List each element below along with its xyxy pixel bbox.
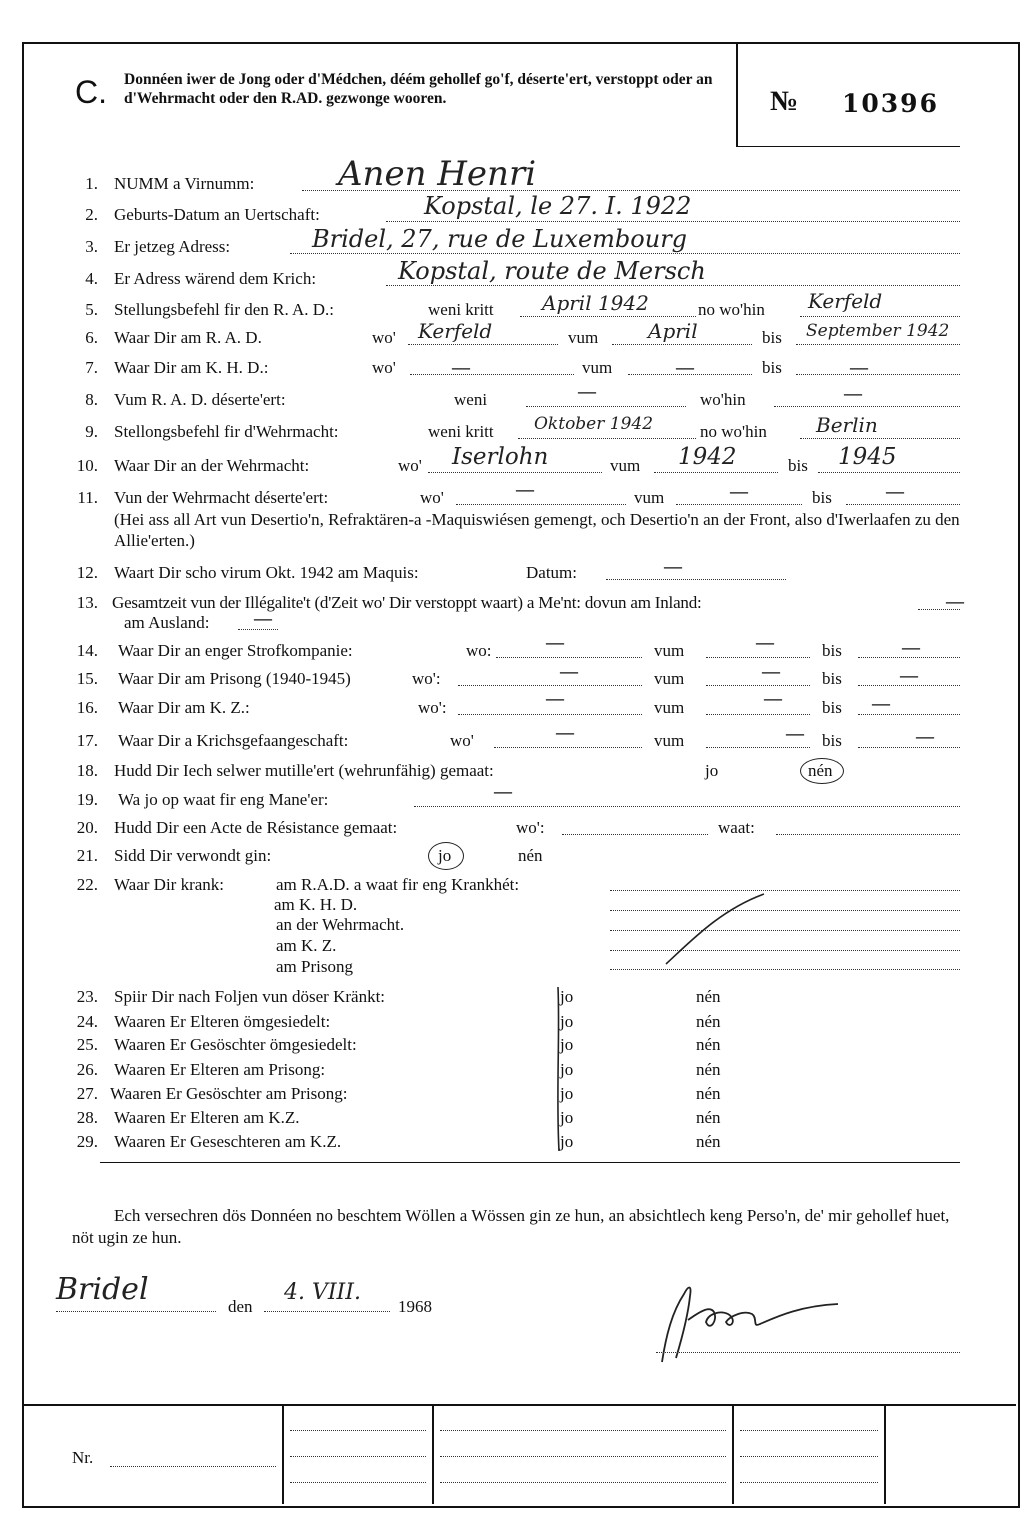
illegality-label: Gesamtzeit vun der Illégalite't (d'Zeit wo' Dir verstoppt waart) a Me'nt: dovun am Inland: xyxy=(112,593,702,612)
rad-desert-place-line[interactable] xyxy=(774,406,960,407)
item-number: 21. xyxy=(76,846,98,865)
address-label: Er jetzeg Adress: xyxy=(114,237,231,256)
maquis-date: — xyxy=(664,556,682,576)
penal-to-line[interactable] xyxy=(858,657,960,658)
address-value: Bridel, 27, rue de Luxembourg xyxy=(312,225,688,253)
khd-label: Waar Dir am K. H. D.: xyxy=(114,358,269,377)
bis-label: bis xyxy=(822,731,842,750)
penal-to: — xyxy=(902,637,920,657)
vum-label: vum xyxy=(654,698,685,717)
number-symbol: № xyxy=(770,86,799,117)
wehrmacht-desert-label: Vun der Wehrmacht déserte'ert: xyxy=(114,488,329,507)
pow-place: — xyxy=(556,722,574,742)
rad-order-label: Stellungsbefehl fir den R. A. D.: xyxy=(114,300,335,319)
wehrmacht-desert-from: — xyxy=(730,481,748,501)
item-number: 15. xyxy=(76,669,98,688)
signature-line[interactable] xyxy=(656,1352,960,1353)
manner-value: — xyxy=(494,781,512,801)
option-jo[interactable]: jo xyxy=(438,846,452,865)
header-divider xyxy=(736,42,738,146)
footer-line[interactable] xyxy=(740,1482,878,1483)
header-underline xyxy=(736,146,960,147)
option-jo[interactable]: jo xyxy=(560,1060,574,1079)
item-number: 9. xyxy=(85,422,98,441)
prison-to: — xyxy=(900,665,918,685)
footer-line[interactable] xyxy=(740,1430,878,1431)
signature-year: 1968 xyxy=(398,1297,432,1316)
item-number: 29. xyxy=(76,1132,98,1151)
illness-sub-prison: am Prisong xyxy=(276,957,353,976)
item-number: 8. xyxy=(85,390,98,409)
ausland-value: — xyxy=(254,608,272,628)
item-number: 22. xyxy=(76,875,98,894)
form-title: Donnéen iwer de Jong oder d'Médchen, déém gehollef go'f, déserte'ert, verstoppt oder an d'Wehrmacht oder den R.AD. gezwonge wooren. xyxy=(124,71,713,107)
khd-from: — xyxy=(676,357,694,377)
item-number: 19. xyxy=(76,790,98,809)
vum-label: vum xyxy=(654,641,685,660)
rad-order-date-line[interactable] xyxy=(520,316,696,317)
name-label: NUMM a Virnumm: xyxy=(114,174,255,193)
wo-label: wo' xyxy=(398,456,422,475)
wehrmacht-desert-place: — xyxy=(516,479,534,499)
option-nen[interactable]: nén xyxy=(808,761,833,780)
wo-label: wo' xyxy=(420,488,444,507)
wo-label: wo' xyxy=(372,358,396,377)
rad-from: April xyxy=(648,319,698,343)
footer-top-border xyxy=(22,1404,1016,1406)
selection-circle xyxy=(428,842,464,870)
pow-place-line[interactable] xyxy=(494,747,642,748)
birth-label: Geburts-Datum an Uertschaft: xyxy=(114,205,320,224)
wehrmacht-from-line[interactable] xyxy=(654,472,778,473)
rad-place-line[interactable] xyxy=(408,344,558,345)
item-number: 16. xyxy=(76,698,98,717)
rad-order-place: Kerfeld xyxy=(808,289,883,313)
option-nen[interactable]: nén xyxy=(696,1035,721,1054)
wehrmacht-to-line[interactable] xyxy=(818,472,960,473)
rad-order-place-line[interactable] xyxy=(800,316,960,317)
rad-from-line[interactable] xyxy=(612,344,752,345)
khd-to-line[interactable] xyxy=(796,374,960,375)
section-letter: C. xyxy=(75,74,107,110)
prison-from: — xyxy=(762,661,780,681)
self-mutilation-label: Hudd Dir Iech selwer mutille'ert (wehrunfähig) gemaat: xyxy=(114,761,494,780)
selection-circle xyxy=(800,758,844,784)
bis-label: bis xyxy=(762,328,782,347)
illness-sub-khd: am K. H. D. xyxy=(274,895,358,914)
illness-sub-kz: am K. Z. xyxy=(276,936,337,955)
item-number: 11. xyxy=(77,488,98,507)
kz-place: — xyxy=(546,688,564,708)
rad-order-date: April 1942 xyxy=(542,291,649,315)
kz-place-line[interactable] xyxy=(458,714,642,715)
rad-to: September 1942 xyxy=(806,321,950,341)
item-number: 3. xyxy=(85,237,98,256)
signature-place: Bridel xyxy=(56,1272,149,1307)
item-number: 12. xyxy=(76,563,98,582)
prison-place-line[interactable] xyxy=(458,685,642,686)
nr-label: Nr. xyxy=(72,1448,94,1467)
wehrmacht-place: Iserlohn xyxy=(452,444,549,470)
address-field-line[interactable] xyxy=(290,253,960,254)
vum-label: vum xyxy=(634,488,665,507)
item-number: 20. xyxy=(76,818,98,837)
pow-from-line[interactable] xyxy=(706,747,810,748)
maquis-date-line[interactable] xyxy=(606,579,786,580)
bis-label: bis xyxy=(822,641,842,660)
wehrmacht-label: Waar Dir an der Wehrmacht: xyxy=(114,456,310,475)
option-nen[interactable]: nén xyxy=(696,1012,721,1031)
den-label: den xyxy=(228,1297,253,1316)
footer-column-divider xyxy=(732,1404,734,1504)
wehrmacht-from: 1942 xyxy=(678,444,737,470)
bis-label: bis xyxy=(788,456,808,475)
weni-kritt-label: weni kritt xyxy=(428,300,494,319)
form-number: 10396 xyxy=(842,89,939,118)
penal-place: — xyxy=(546,632,564,652)
rad-place: Kerfeld xyxy=(418,319,493,343)
wehrmacht-desert-place-line[interactable] xyxy=(456,504,626,505)
item-number: 25. xyxy=(76,1035,98,1054)
parents-resettled-label: Waaren Er Elteren ömgesiedelt: xyxy=(114,1012,331,1031)
date-line[interactable] xyxy=(264,1311,390,1312)
bis-label: bis xyxy=(822,669,842,688)
footer-line[interactable] xyxy=(440,1482,726,1483)
item-number: 7. xyxy=(85,358,98,377)
vum-label: vum xyxy=(582,358,613,377)
option-nen[interactable]: nén xyxy=(518,846,543,865)
war-address-field-line[interactable] xyxy=(386,285,960,286)
footer-line[interactable] xyxy=(440,1456,726,1457)
wehrmacht-order-date: Oktober 1942 xyxy=(534,414,654,434)
prison-place: — xyxy=(560,661,578,681)
item-number: 14. xyxy=(76,641,98,660)
rad-to-line[interactable] xyxy=(796,344,960,345)
item-number: 24. xyxy=(76,1012,98,1031)
item-number: 2. xyxy=(85,205,98,224)
wo-label: wo: xyxy=(466,641,492,660)
strike-through-mark xyxy=(660,890,770,970)
manner-label: Wa jo op waat fir eng Mane'er: xyxy=(118,790,329,809)
siblings-kz-label: Waaren Er Geseschteren am K.Z. xyxy=(114,1132,342,1151)
weni-label: weni xyxy=(454,390,488,409)
birth-value: Kopstal, le 27. I. 1922 xyxy=(424,192,692,220)
item-number: 1. xyxy=(85,174,98,193)
option-jo[interactable]: jo xyxy=(560,1132,574,1151)
item-number: 13. xyxy=(76,593,98,612)
rad-desert-label: Vum R. A. D. déserte'ert: xyxy=(114,390,286,409)
item-number: 23. xyxy=(76,987,98,1006)
weni-kritt-label: weni kritt xyxy=(428,422,494,441)
wehrmacht-desert-to-line[interactable] xyxy=(846,504,960,505)
pow-to-line[interactable] xyxy=(858,747,960,748)
vum-label: vum xyxy=(654,731,685,750)
footer-line[interactable] xyxy=(290,1456,426,1457)
strike-through-mark xyxy=(548,985,568,1155)
item-number: 10. xyxy=(76,456,98,475)
no-wohin-label: no wo'hin xyxy=(698,300,765,319)
name-value: Anen Henri xyxy=(338,154,537,194)
item-number: 18. xyxy=(76,761,98,780)
item-number: 26. xyxy=(76,1060,98,1079)
war-address-label: Er Adress wärend dem Krich: xyxy=(114,269,317,288)
wehrmacht-order-place: Berlin xyxy=(816,413,878,437)
wehrmacht-desert-from-line[interactable] xyxy=(676,504,802,505)
wehrmacht-desert-to: — xyxy=(886,481,904,501)
footer-line[interactable] xyxy=(740,1456,878,1457)
footer-line[interactable] xyxy=(290,1430,426,1431)
wounded-label: Sidd Dir verwondt gin: xyxy=(114,846,272,865)
nr-line[interactable] xyxy=(110,1466,276,1467)
rad-desert-date-line[interactable] xyxy=(526,406,686,407)
place-line[interactable] xyxy=(56,1311,216,1312)
siblings-resettled-label: Waaren Er Gesöschter ömgesiedelt: xyxy=(114,1035,357,1054)
illness-sub-rad: am R.A.D. a waat fir eng Krankhét: xyxy=(276,875,520,894)
vum-label: vum xyxy=(610,456,641,475)
option-jo[interactable]: jo xyxy=(705,761,719,780)
rad-desert-date: — xyxy=(578,381,596,401)
ausland-label: am Ausland: xyxy=(124,613,210,632)
option-nen[interactable]: nén xyxy=(696,1132,721,1151)
wehrmacht-order-date-line[interactable] xyxy=(518,438,696,439)
wo-label: wo': xyxy=(516,818,545,837)
kz-to: — xyxy=(872,693,890,713)
signature-date: 4. VIII. xyxy=(284,1280,361,1305)
rad-label: Waar Dir am R. A. D. xyxy=(114,328,262,347)
vum-label: vum xyxy=(568,328,599,347)
option-jo[interactable]: jo xyxy=(560,1035,574,1054)
birth-field-line[interactable] xyxy=(386,221,960,222)
option-nen[interactable]: nén xyxy=(696,1060,721,1079)
item-number: 28. xyxy=(76,1108,98,1127)
pow-label: Waar Dir a Krichsgefaangeschaft: xyxy=(118,731,349,750)
item-number: 27. xyxy=(76,1084,98,1103)
resistance-label: Hudd Dir een Acte de Résistance gemaat: xyxy=(114,818,398,837)
kz-label: Waar Dir am K. Z.: xyxy=(118,698,250,717)
war-address-value: Kopstal, route de Mersch xyxy=(398,257,706,285)
aftereffects-label: Spiir Dir nach Foljen vun döser Kränkt: xyxy=(114,987,386,1006)
manner-line[interactable] xyxy=(414,806,960,807)
option-nen[interactable]: nén xyxy=(696,1084,721,1103)
vum-label: vum xyxy=(654,669,685,688)
option-jo[interactable]: jo xyxy=(560,1012,574,1031)
wo-label: wo' xyxy=(450,731,474,750)
khd-place: — xyxy=(452,357,470,377)
section-divider xyxy=(100,1162,960,1163)
penal-company-label: Waar Dir an enger Strofkompanie: xyxy=(118,641,353,660)
prison-from-line[interactable] xyxy=(706,685,810,686)
option-nen[interactable]: nén xyxy=(696,987,721,1006)
wo-label: wo': xyxy=(418,698,447,717)
option-jo[interactable]: jo xyxy=(560,987,574,1006)
parents-kz-label: Waaren Er Elteren am K.Z. xyxy=(114,1108,300,1127)
prison-to-line[interactable] xyxy=(858,685,960,686)
kz-from: — xyxy=(764,688,782,708)
penal-from-line[interactable] xyxy=(706,657,810,658)
item-number: 4. xyxy=(85,269,98,288)
khd-to: — xyxy=(850,357,868,377)
footer-line[interactable] xyxy=(290,1482,426,1483)
footer-line[interactable] xyxy=(440,1430,726,1431)
illness-sub-wehrmacht: an der Wehrmacht. xyxy=(276,915,405,934)
kz-to-line[interactable] xyxy=(858,714,960,715)
declaration-text: Ech versechren dös Donnéen no beschtem Wöllen a Wössen gin ze hun, an absichtlech keng Perso'n, de' mir gehollef huet, nöt ugin ze hun. xyxy=(72,1206,950,1247)
inland-value: — xyxy=(946,591,964,611)
khd-place-line[interactable] xyxy=(410,374,574,375)
option-jo[interactable]: jo xyxy=(560,1084,574,1103)
wo-label: wo': xyxy=(412,669,441,688)
datum-label: Datum: xyxy=(526,563,577,582)
illness-label: Waar Dir krank: xyxy=(114,875,225,894)
item-number: 17. xyxy=(76,731,98,750)
kz-from-line[interactable] xyxy=(706,714,810,715)
wo-label: wo' xyxy=(372,328,396,347)
parents-prison-label: Waaren Er Elteren am Prisong: xyxy=(114,1060,326,1079)
no-wohin-label: no wo'hin xyxy=(700,422,767,441)
option-jo[interactable]: jo xyxy=(560,1108,574,1127)
pow-to: — xyxy=(916,726,934,746)
siblings-prison-label: Waaren Er Gesöschter am Prisong: xyxy=(110,1084,348,1103)
wehrmacht-place-line[interactable] xyxy=(428,472,602,473)
resistance-what-line[interactable] xyxy=(776,834,960,835)
wehrmacht-order-place-line[interactable] xyxy=(800,438,960,439)
wehrmacht-order-label: Stellongsbefehl fir d'Wehrmacht: xyxy=(114,422,339,441)
option-nen[interactable]: nén xyxy=(696,1108,721,1127)
rad-desert-place: — xyxy=(844,383,862,403)
ausland-line[interactable] xyxy=(238,629,278,630)
wohin-label: wo'hin xyxy=(700,390,746,409)
penal-from: — xyxy=(756,632,774,652)
wehrmacht-to: 1945 xyxy=(838,444,897,470)
desertion-note: (Hei ass all Art vun Desertio'n, Refraktären-a -Maquiswiésen gemengt, och Desertio'n an der Front, also d'Iwerlaafen zu den Allie'erten.) xyxy=(114,510,960,550)
footer-column-divider xyxy=(432,1404,434,1504)
bis-label: bis xyxy=(812,488,832,507)
maquis-label: Waart Dir scho virum Okt. 1942 am Maquis: xyxy=(114,563,419,582)
resistance-place-line[interactable] xyxy=(562,834,708,835)
waat-label: waat: xyxy=(718,818,755,837)
item-number: 6. xyxy=(85,328,98,347)
item-number: 5. xyxy=(85,300,98,319)
bis-label: bis xyxy=(762,358,782,377)
footer-column-divider xyxy=(282,1404,284,1504)
bis-label: bis xyxy=(822,698,842,717)
footer-column-divider xyxy=(884,1404,886,1504)
pow-from: — xyxy=(786,723,804,743)
prison-label: Waar Dir am Prisong (1940-1945) xyxy=(118,669,351,688)
penal-place-line[interactable] xyxy=(496,657,642,658)
